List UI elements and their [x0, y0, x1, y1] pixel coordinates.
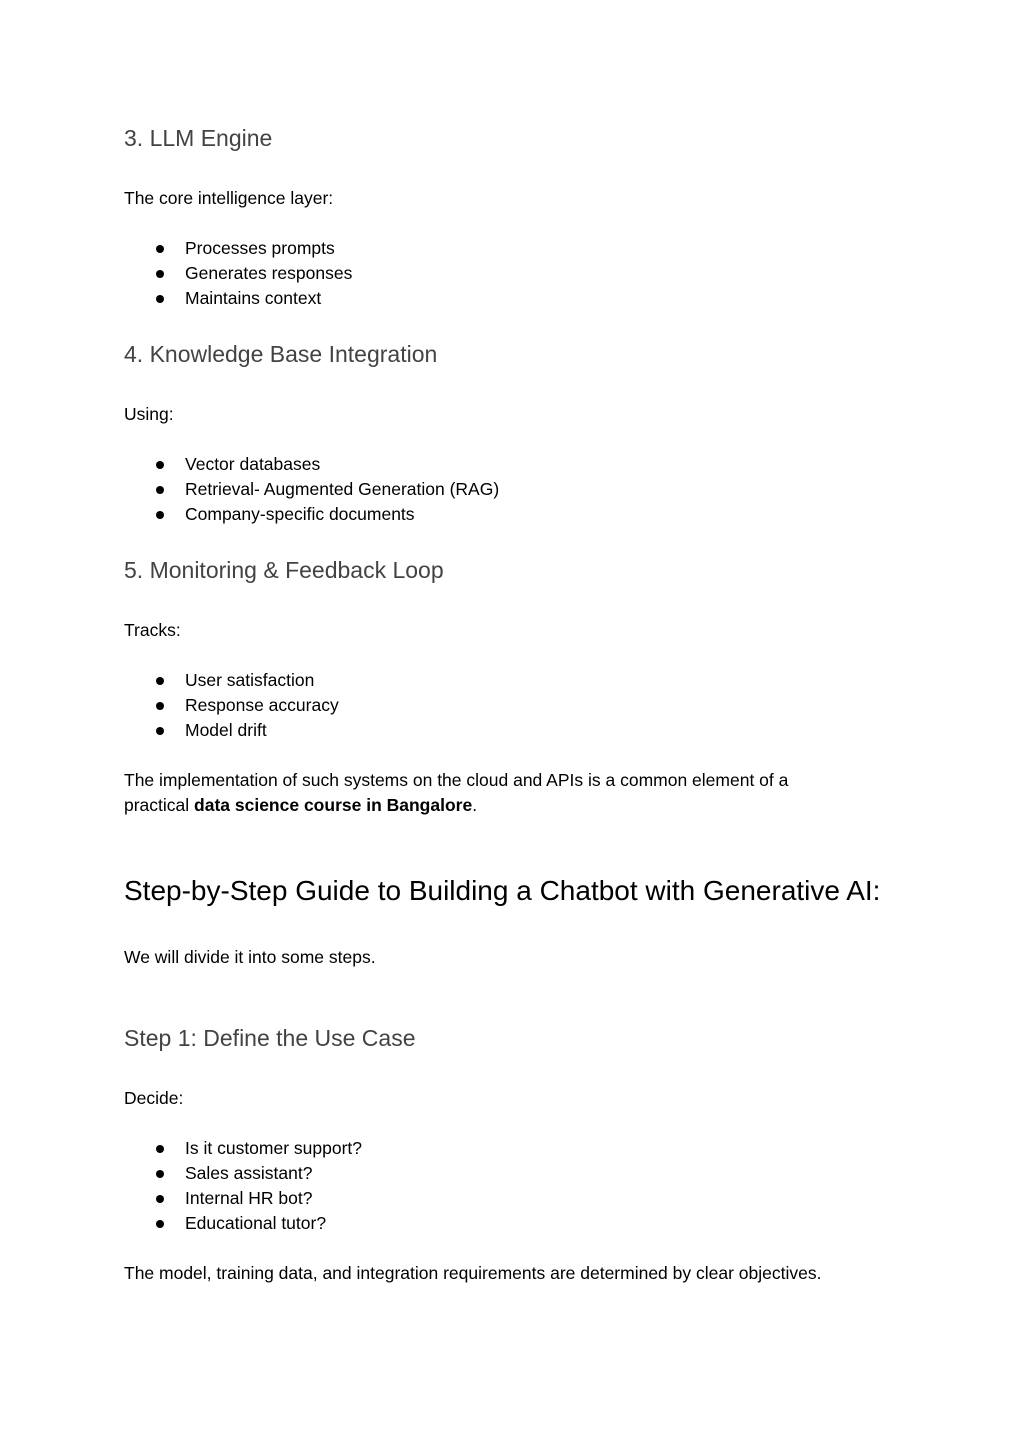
list-item: Internal HR bot? — [124, 1186, 362, 1211]
section-intro: The core intelligence layer: — [124, 188, 334, 208]
list-item: Educational tutor? — [124, 1211, 362, 1236]
implementation-paragraph: The implementation of such systems on the cloud and APIs is a common element of a practical data science course in Bangalore. — [124, 770, 789, 815]
bullet-icon — [156, 727, 164, 735]
bullet-icon — [156, 1170, 164, 1178]
section-heading-llm-engine: 3. LLM Engine — [124, 125, 273, 151]
bullet-list — [124, 668, 339, 743]
step1-heading: Step 1: Define the Use Case — [124, 1025, 416, 1051]
bullet-icon — [156, 295, 164, 303]
bullet-icon — [156, 1145, 164, 1153]
step1-conclusion: The model, training data, and integration requirements are determined by clear objectives. — [124, 1263, 822, 1283]
bullet-icon — [156, 486, 164, 494]
list-item: Generates responses — [124, 261, 352, 286]
section-intro: Tracks: — [124, 620, 181, 640]
bullet-icon — [156, 461, 164, 469]
section-heading-monitoring: 5. Monitoring & Feedback Loop — [124, 557, 444, 583]
bullet-icon — [156, 1220, 164, 1228]
course-emphasis: data science course in Bangalore — [194, 795, 473, 815]
bullet-list — [124, 452, 499, 527]
list-item: Retrieval- Augmented Generation (RAG) — [124, 477, 499, 502]
list-item: Response accuracy — [124, 693, 339, 718]
bullet-icon — [156, 511, 164, 519]
list-item: Maintains context — [124, 286, 352, 311]
list-item: Company-specific documents — [124, 502, 499, 527]
list-item: User satisfaction — [124, 668, 339, 693]
section-heading-knowledge-base: 4. Knowledge Base Integration — [124, 341, 438, 367]
step1-intro: Decide: — [124, 1088, 184, 1108]
bullet-icon — [156, 245, 164, 253]
section-intro: Using: — [124, 404, 174, 424]
bullet-list — [124, 1136, 362, 1236]
list-item: Is it customer support? — [124, 1136, 362, 1161]
bullet-icon — [156, 677, 164, 685]
guide-title: Step-by-Step Guide to Building a Chatbot with Generative AI: — [124, 875, 881, 906]
list-item: Model drift — [124, 718, 339, 743]
guide-intro: We will divide it into some steps. — [124, 947, 376, 967]
bullet-list — [124, 236, 352, 311]
bullet-icon — [156, 702, 164, 710]
list-item: Processes prompts — [124, 236, 352, 261]
bullet-icon — [156, 1195, 164, 1203]
bullet-icon — [156, 270, 164, 278]
list-item: Sales assistant? — [124, 1161, 362, 1186]
list-item: Vector databases — [124, 452, 499, 477]
